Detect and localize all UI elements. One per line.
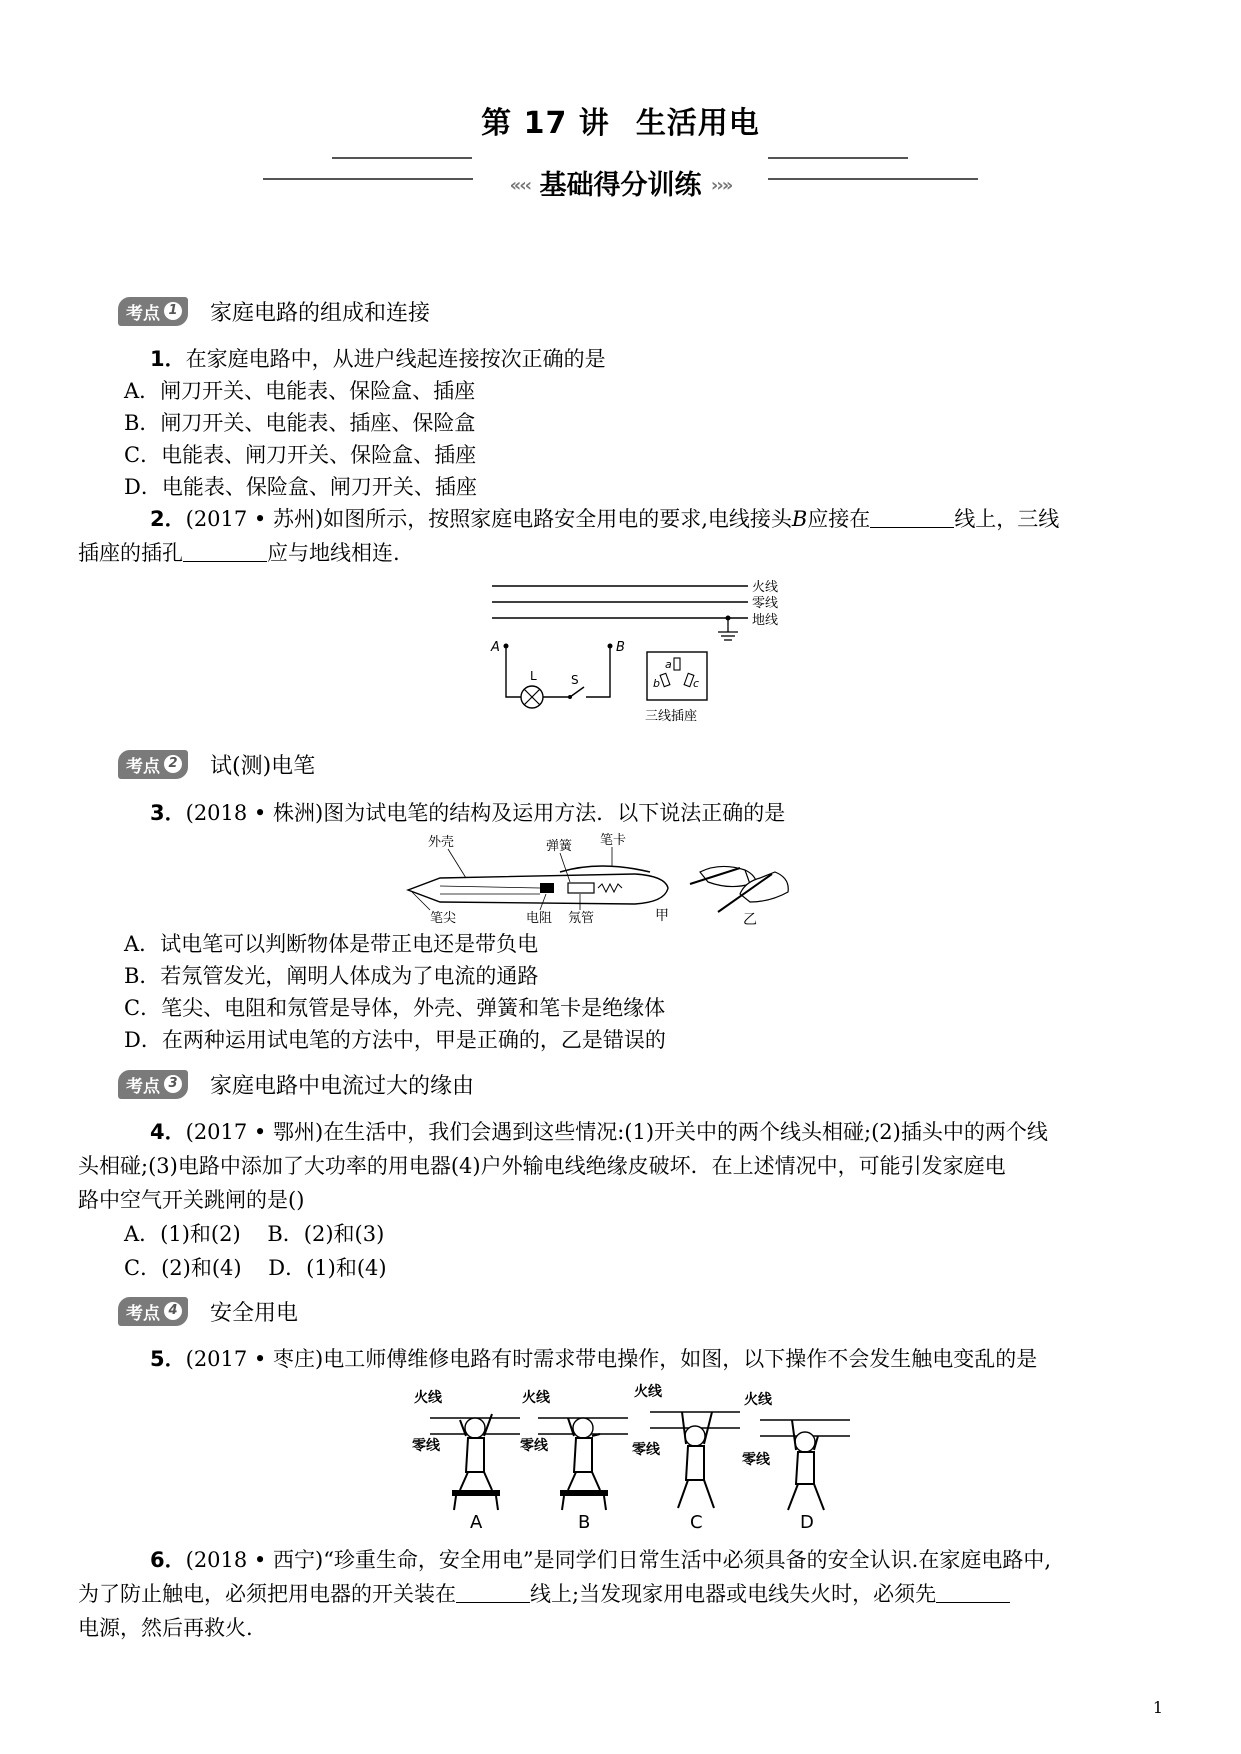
label-b: B [616, 640, 625, 655]
question-6-line3: 电源，然后再救火. [78, 1616, 253, 1640]
q3-option-d: D．在两种运用试电笔的方法中，甲是正确的，乙是错误的 [124, 1028, 666, 1052]
svg-text:B: B [578, 1512, 591, 1530]
banner-rule-left-top [332, 157, 472, 159]
workers-figure [400, 1380, 880, 1530]
banner-rule-right-top [768, 157, 908, 159]
hole-c-label: c [693, 677, 700, 690]
fire-label: 火线 [752, 580, 779, 595]
banner-chevron-right: ››» [710, 175, 732, 196]
answer-blank[interactable] [870, 507, 954, 528]
worker-scene-a [412, 1389, 520, 1530]
neutral-label: 零线 [752, 596, 779, 611]
section-badge: 考点 2 [118, 750, 188, 779]
question-3: 3．(2018 • 株洲)图为试电笔的结构及运用方法．以下说法正确的是 [150, 801, 786, 825]
svg-text:C: C [690, 1512, 703, 1530]
section-badge: 考点 1 [118, 297, 188, 326]
page-title [0, 98, 1241, 142]
section-title: 安全用电 [210, 1300, 299, 1326]
svg-text:零线: 零线 [520, 1438, 548, 1454]
svg-text:零线: 零线 [742, 1452, 770, 1468]
pen-body [408, 874, 668, 904]
three-pin-socket [647, 652, 707, 700]
worker-scene-c [632, 1383, 740, 1530]
worker-scene-d [742, 1391, 850, 1530]
worker-scene-b [520, 1389, 628, 1530]
socket-label: 三线插座 [645, 709, 698, 724]
section-title: 试(测)电笔 [210, 753, 316, 779]
svg-text:火线: 火线 [634, 1384, 662, 1400]
banner-chevron-left: «‹‹ [509, 175, 531, 196]
section-header-2 [118, 749, 315, 779]
q3-option-c: C．笔尖、电阻和氖管是导体，外壳、弹簧和笔卡是绝缘体 [124, 996, 666, 1020]
clip-label: 笔卡 [600, 833, 627, 848]
q3-option-b: B．若氖管发光，阐明人体成为了电流的通路 [124, 964, 539, 988]
question-4: 4．(2017 • 鄂州)在生活中，我们会遇到这些情况:(1)开关中的两个线头相碰;(2)插头中的两个线 [150, 1120, 1048, 1144]
section-header-4 [118, 1296, 298, 1326]
answer-blank[interactable] [936, 1582, 1010, 1603]
neon-label: 氖管 [568, 911, 595, 926]
section-badge: 考点 4 [118, 1297, 188, 1326]
question-5: 5．(2017 • 枣庄)电工师傅维修电路有时需求带电操作，如图，以下操作不会发生触电变乱的是 [150, 1347, 1038, 1371]
svg-text:A: A [470, 1512, 483, 1530]
section-title: 家庭电路的组成和连接 [210, 300, 431, 326]
svg-text:零线: 零线 [412, 1438, 440, 1454]
svg-text:火线: 火线 [414, 1390, 442, 1406]
tip-label: 笔尖 [430, 911, 457, 926]
svg-text:火线: 火线 [744, 1392, 772, 1408]
lamp-label: L [530, 669, 537, 683]
svg-text:火线: 火线 [522, 1390, 550, 1406]
title-topic: 生活用电 [635, 106, 760, 141]
resistor-label: 电阻 [526, 911, 553, 926]
question-6: 6．(2018 • 西宁)“珍重生命，安全用电”是同学们日常生活中必须具备的安全认识.在家庭电路中, [150, 1548, 1052, 1572]
svg-text:零线: 零线 [632, 1442, 660, 1458]
title-lecture: 第 17 讲 [481, 106, 610, 141]
circuit-figure [480, 574, 800, 726]
hole-a-label: a [665, 658, 672, 671]
question-1: 1．在家庭电路中，从进户线起连接按次正确的是 [150, 347, 606, 371]
q4-options-row2: C．(2)和(4) D．(1)和(4) [124, 1256, 387, 1280]
spring-label: 弹簧 [546, 839, 573, 854]
question-4-line2: 头相碰;(3)电路中添加了大功率的用电器(4)户外输电线绝缘皮破坏．在上述情况中，可能引发家庭电 [78, 1154, 1006, 1178]
svg-text:乙: 乙 [743, 912, 757, 928]
question-2-line2: 插座的插孔 应与地线相连. [78, 541, 400, 565]
svg-text:D: D [800, 1512, 814, 1530]
section-header-1 [118, 296, 430, 326]
question-2: 2．(2017 • 苏州)如图所示，按照家庭电路安全用电的要求,电线接头B应接在 线上，三线 [150, 507, 1060, 531]
answer-blank[interactable] [183, 541, 267, 562]
q1-option-d: D．电能表、保险盒、闸刀开关、插座 [124, 475, 477, 499]
svg-text:甲: 甲 [655, 908, 669, 924]
label-a: A [491, 640, 500, 655]
q1-option-a: A．闸刀开关、电能表、保险盒、插座 [124, 379, 476, 403]
clip [560, 866, 650, 872]
question-6-line2: 为了防止触电，必须把用电器的开关装在 线上;当发现家用电器或电线失火时，必须先 [78, 1578, 1010, 1610]
q3-option-a: A．试电笔可以判断物体是带正电还是带负电 [124, 932, 539, 956]
switch [570, 687, 584, 697]
shell-label: 外壳 [428, 835, 455, 850]
page-number: 1 [1152, 1698, 1163, 1717]
section-badge: 考点 3 [118, 1070, 188, 1099]
q1-option-c: C．电能表、闸刀开关、保险盒、插座 [124, 443, 477, 467]
section-banner [0, 163, 1241, 202]
resistor [540, 883, 554, 893]
section-title: 家庭电路中电流过大的缘由 [210, 1073, 475, 1099]
ground-label: 地线 [752, 613, 779, 628]
test-pen-figure [400, 832, 900, 937]
answer-blank[interactable] [456, 1582, 530, 1603]
section-header-3 [118, 1069, 474, 1099]
switch-label: S [571, 673, 579, 687]
question-4-line3: 路中空气开关跳闸的是() [78, 1188, 305, 1212]
hole-b-label: b [653, 677, 660, 690]
banner-title: 基础得分训练 [539, 170, 702, 201]
q1-option-b: B．闸刀开关、电能表、插座、保险盒 [124, 411, 476, 435]
q4-options-row1: A．(1)和(2) B．(2)和(3) [124, 1222, 385, 1246]
